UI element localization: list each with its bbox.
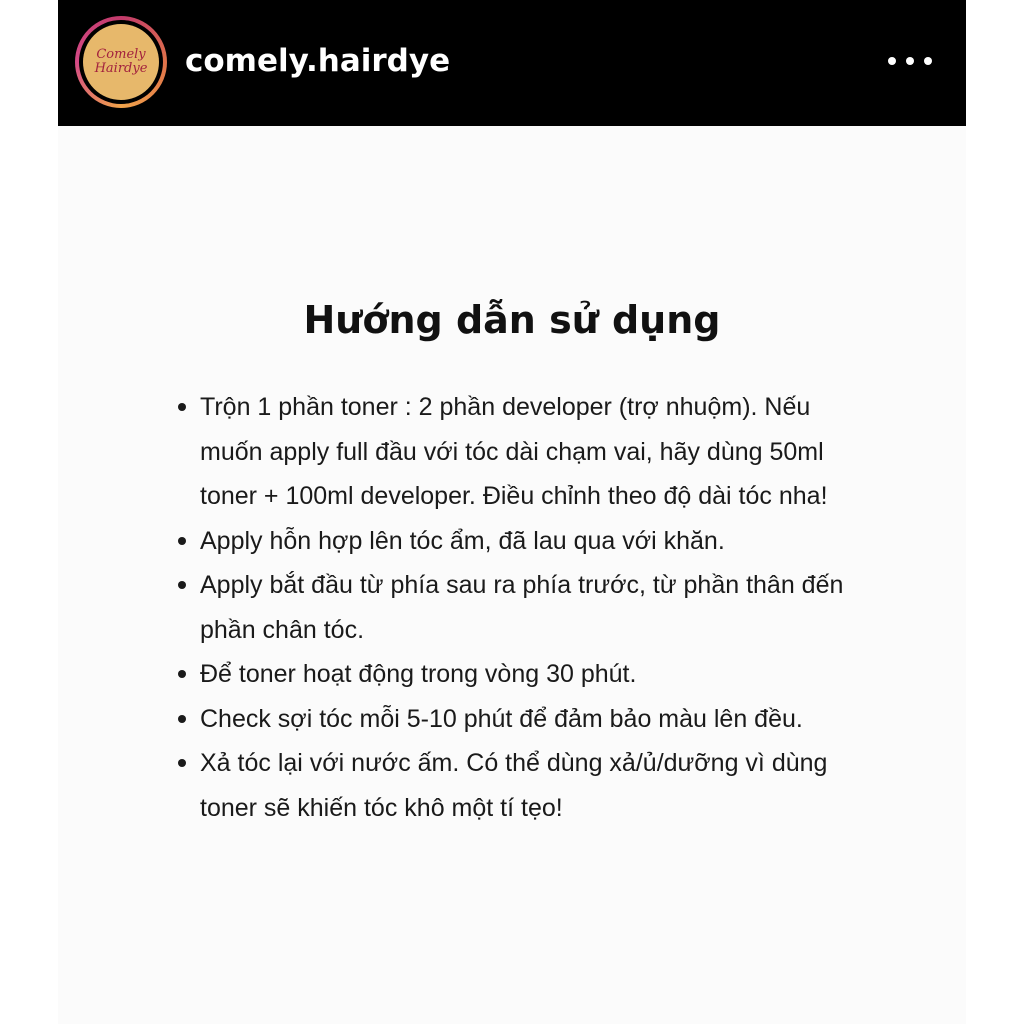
list-item xyxy=(178,563,878,652)
bullet-icon xyxy=(178,670,186,678)
bullet-icon xyxy=(178,759,186,767)
list-item xyxy=(178,697,878,742)
list-item-text: Apply bắt đầu từ phía sau ra phía trước, từ phần thân đến phần chân tóc. xyxy=(200,571,844,644)
avatar-logo-line-1: Comely xyxy=(96,47,146,62)
page-title: Hướng dẫn sử dụng xyxy=(303,298,721,342)
username-link[interactable]: comely.hairdye xyxy=(185,43,451,79)
list-item-text: Trộn 1 phần toner : 2 phần developer (trợ nhuộm). Nếu muốn apply full đầu với tóc dài chạm vai, hãy dùng 50ml toner + 100ml developer. Điều chỉnh theo độ dài tóc nha! xyxy=(200,393,828,510)
avatar-story-ring[interactable] xyxy=(75,16,167,108)
list-item-text: Để toner hoạt động trong vòng 30 phút. xyxy=(200,660,637,688)
list-item xyxy=(178,741,878,830)
more-dot xyxy=(924,57,932,65)
bullet-icon xyxy=(178,403,186,411)
list-item-text: Check sợi tóc mỗi 5-10 phút để đảm bảo màu lên đều. xyxy=(200,704,803,733)
instructions-list xyxy=(178,385,878,830)
more-options-icon[interactable] xyxy=(888,50,932,72)
list-item-text: Apply hỗn hợp lên tóc ẩm, đã lau qua với khăn. xyxy=(200,526,725,555)
post-header xyxy=(58,0,966,126)
list-item-text: Xả tóc lại với nước ấm. Có thể dùng xả/ủ/dưỡng vì dùng toner sẽ khiến tóc khô một tí tẹo! xyxy=(200,749,828,822)
list-item xyxy=(178,652,878,697)
list-item xyxy=(178,385,878,519)
avatar-border xyxy=(79,20,163,104)
post-frame xyxy=(58,0,966,1024)
list-item xyxy=(178,519,878,564)
bullet-icon xyxy=(178,715,186,723)
avatar[interactable] xyxy=(83,24,159,100)
more-dot xyxy=(906,57,914,65)
avatar-logo-line-2: Hairdye xyxy=(94,61,148,76)
bullet-icon xyxy=(178,581,186,589)
bullet-icon xyxy=(178,537,186,545)
more-dot xyxy=(888,57,896,65)
